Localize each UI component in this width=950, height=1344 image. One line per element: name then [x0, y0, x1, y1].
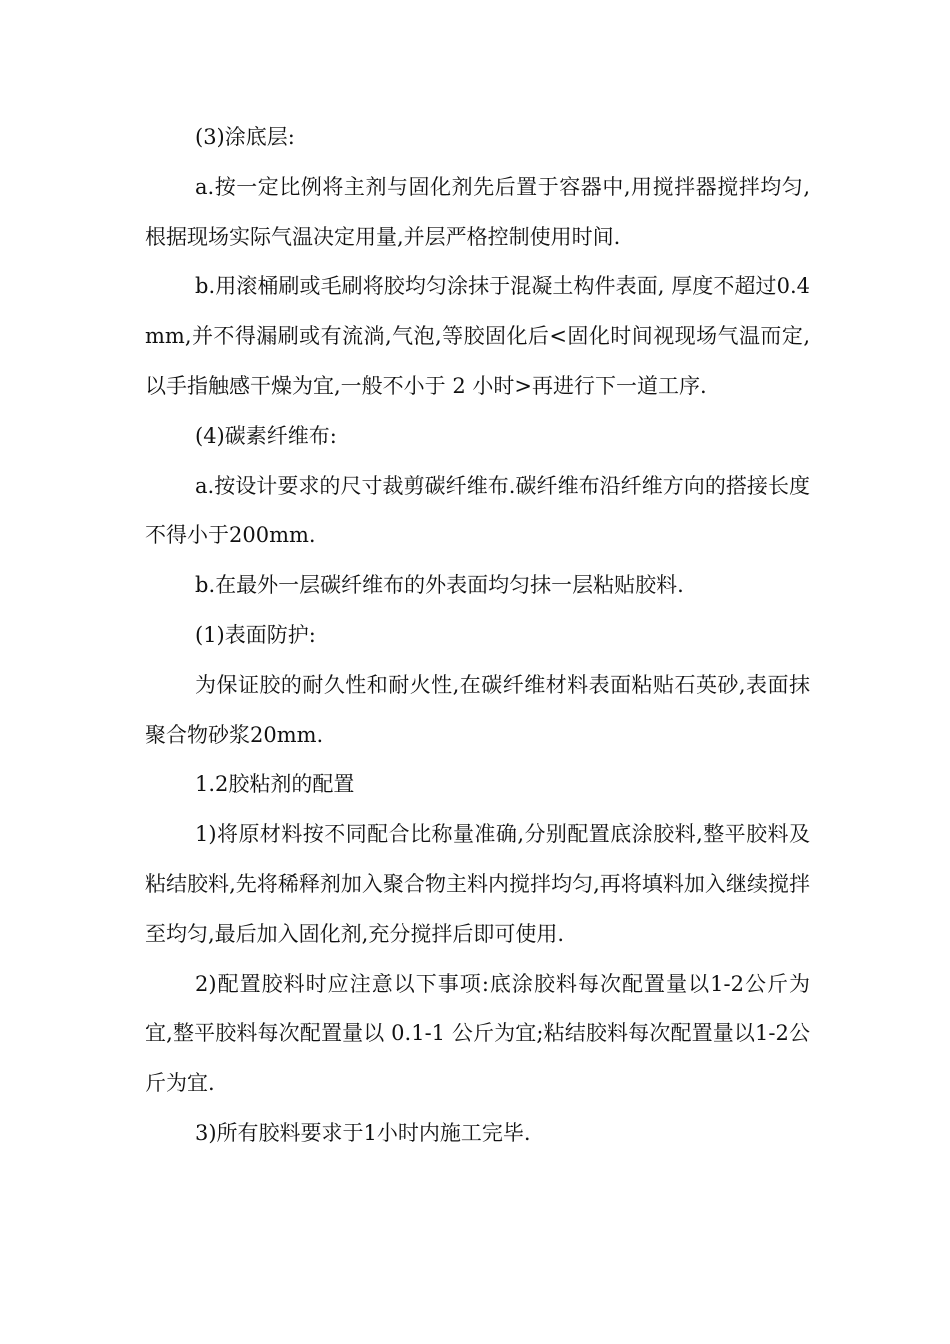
paragraph-surface-protection: 为保证胶的耐久性和耐火性,在碳纤维材料表面粘贴石英砂,表面抹聚合物砂浆20mm.	[145, 672, 810, 747]
paragraph-step-4b: b.在最外一层碳纤维布的外表面均匀抹一层粘贴胶料.	[195, 573, 684, 598]
section-heading-adhesive-preparation: 1.2胶粘剂的配置	[195, 772, 355, 797]
paragraph-step-3b: b.用滚桶刷或毛刷将胶均匀涂抹于混凝土构件表面, 厚度不超过0.4mm,并不得漏刷或有流淌,气泡,等胶固化后<固化时间视现场气温而定,以手指触感干燥为宜,一般不小于 2 小时>再进行下一道工序.	[145, 274, 810, 398]
paragraph-preparation-3: 3)所有胶料要求于1小时内施工完毕.	[195, 1120, 531, 1145]
paragraph-step-3a: a.按一定比例将主剂与固化剂先后置于容器中,用搅拌器搅拌均匀,根据现场实际气温决定用量,并层严格控制使用时间.	[145, 174, 810, 249]
document-body	[145, 113, 810, 1159]
paragraph-step-4a: a.按设计要求的尺寸裁剪碳纤维布.碳纤维布沿纤维方向的搭接长度不得小于200mm.	[145, 473, 810, 548]
paragraph-preparation-2: 2)配置胶料时应注意以下事项:底涂胶料每次配置量以1-2公斤为宜,整平胶料每次配置量以 0.1-1 公斤为宜;粘结胶料每次配置量以1-2公斤为宜.	[145, 971, 810, 1096]
paragraph-step-3-heading: (3)涂底层:	[195, 125, 295, 149]
paragraph-preparation-1: 1)将原材料按不同配合比称量准确,分别配置底涂胶料,整平胶料及粘结胶料,先将稀释剂加入聚合物主料内搅拌均匀,再将填料加入继续搅拌至均匀,最后加入固化剂,充分搅拌后即可使用.	[145, 822, 810, 946]
paragraph-step-4-heading: (4)碳素纤维布:	[195, 423, 337, 448]
paragraph-surface-protection-heading: (1)表面防护:	[195, 622, 316, 647]
